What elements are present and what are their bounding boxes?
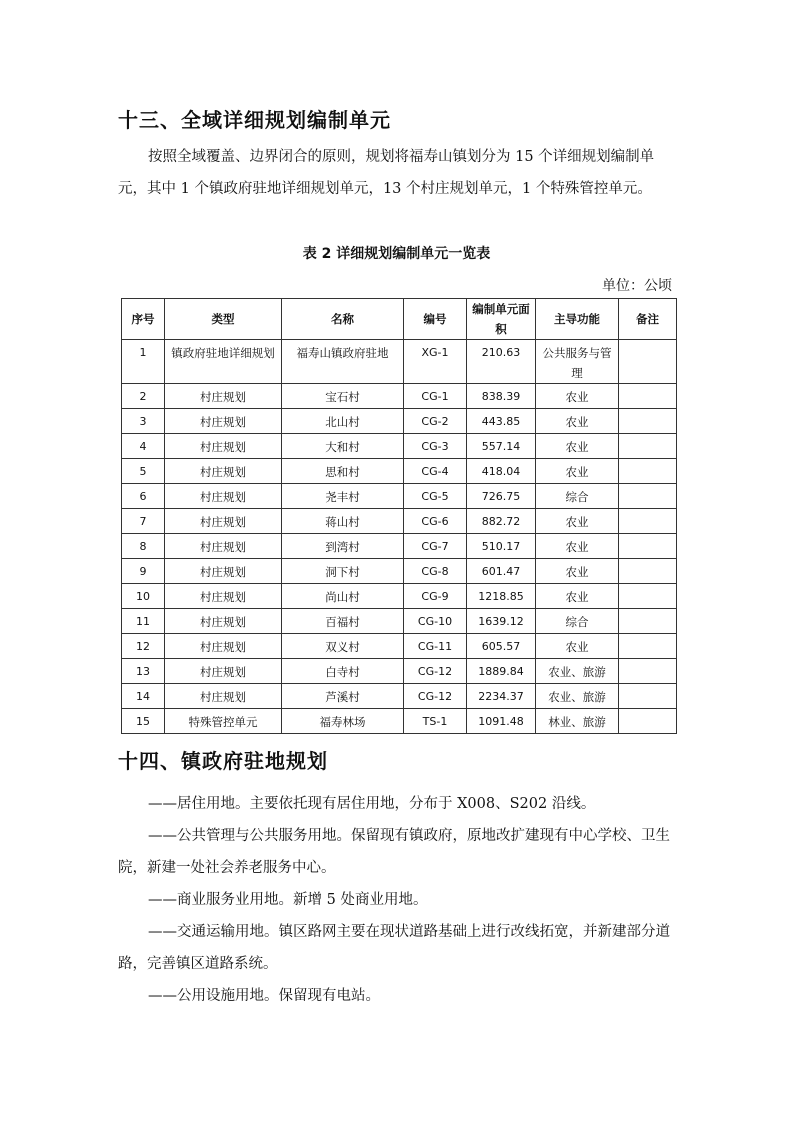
cell-index: 13 <box>122 659 165 684</box>
cell-type: 镇政府驻地详细规划 <box>165 340 282 384</box>
header-type: 类型 <box>165 299 282 340</box>
cell-area: 1218.85 <box>467 584 536 609</box>
cell-name: 双义村 <box>282 634 404 659</box>
section-14-item-text: ——公用设施用地。保留现有电站。 <box>148 988 380 1004</box>
planning-units-table <box>121 298 677 734</box>
cell-function: 农业 <box>536 559 619 584</box>
header-area: 编制单元面积 <box>467 299 536 340</box>
cell-code: CG-2 <box>404 409 467 434</box>
cell-name: 芦溪村 <box>282 684 404 709</box>
cell-type: 村庄规划 <box>165 484 282 509</box>
cell-remarks <box>619 459 677 484</box>
section-14-item-text: ——居住用地。主要依托现有居住用地，分布于 X008、S202 沿线。 <box>148 796 596 812</box>
header-name: 名称 <box>282 299 404 340</box>
cell-type: 村庄规划 <box>165 509 282 534</box>
cell-function: 农业、旅游 <box>536 684 619 709</box>
cell-name: 尚山村 <box>282 584 404 609</box>
cell-name: 百福村 <box>282 609 404 634</box>
cell-code: XG-1 <box>404 340 467 384</box>
cell-area: 838.39 <box>467 384 536 409</box>
cell-code: CG-4 <box>404 459 467 484</box>
cell-index: 2 <box>122 384 165 409</box>
cell-area: 601.47 <box>467 559 536 584</box>
cell-remarks <box>619 434 677 459</box>
cell-area: 1889.84 <box>467 659 536 684</box>
table-row <box>122 534 677 559</box>
cell-code: CG-7 <box>404 534 467 559</box>
cell-function: 农业 <box>536 384 619 409</box>
cell-function: 农业、旅游 <box>536 659 619 684</box>
section-14-item-text: ——公共管理与公共服务用地。保留现有镇政府，原地改扩建现有中心学校、卫生院，新建一处社会养老服务中心。 <box>118 828 670 876</box>
table-row <box>122 384 677 409</box>
cell-code: CG-10 <box>404 609 467 634</box>
cell-name: 福寿林场 <box>282 709 404 734</box>
section-14-item-2 <box>118 820 678 884</box>
cell-remarks <box>619 709 677 734</box>
cell-type: 村庄规划 <box>165 659 282 684</box>
cell-remarks <box>619 509 677 534</box>
cell-name: 洞下村 <box>282 559 404 584</box>
cell-function: 农业 <box>536 584 619 609</box>
cell-index: 15 <box>122 709 165 734</box>
cell-function: 农业 <box>536 634 619 659</box>
section-14-item-text: ——交通运输用地。镇区路网主要在现状道路基础上进行改线拓宽，并新建部分道路，完善镇区道路系统。 <box>118 924 670 972</box>
cell-type: 村庄规划 <box>165 409 282 434</box>
cell-name: 思和村 <box>282 459 404 484</box>
cell-index: 5 <box>122 459 165 484</box>
header-code: 编号 <box>404 299 467 340</box>
table-row <box>122 434 677 459</box>
cell-area: 605.57 <box>467 634 536 659</box>
cell-remarks <box>619 484 677 509</box>
cell-area: 418.04 <box>467 459 536 484</box>
table-row <box>122 409 677 434</box>
cell-code: CG-6 <box>404 509 467 534</box>
cell-type: 村庄规划 <box>165 634 282 659</box>
section-14-item-text: ——商业服务业用地。新增 5 处商业用地。 <box>148 892 428 908</box>
section-14-item-5 <box>118 980 678 1012</box>
cell-area: 510.17 <box>467 534 536 559</box>
table-row <box>122 709 677 734</box>
cell-area: 210.63 <box>467 340 536 384</box>
header-remarks: 备注 <box>619 299 677 340</box>
cell-type: 村庄规划 <box>165 609 282 634</box>
table-row <box>122 459 677 484</box>
cell-function: 综合 <box>536 609 619 634</box>
cell-area: 443.85 <box>467 409 536 434</box>
cell-index: 1 <box>122 340 165 384</box>
cell-function: 公共服务与管理 <box>536 340 619 384</box>
cell-area: 2234.37 <box>467 684 536 709</box>
cell-index: 6 <box>122 484 165 509</box>
cell-type: 村庄规划 <box>165 459 282 484</box>
cell-code: TS-1 <box>404 709 467 734</box>
table-row <box>122 634 677 659</box>
cell-type: 村庄规划 <box>165 434 282 459</box>
cell-code: CG-12 <box>404 659 467 684</box>
table-row <box>122 509 677 534</box>
header-function: 主导功能 <box>536 299 619 340</box>
cell-remarks <box>619 409 677 434</box>
cell-type: 村庄规划 <box>165 584 282 609</box>
cell-name: 北山村 <box>282 409 404 434</box>
cell-name: 蒋山村 <box>282 509 404 534</box>
cell-remarks <box>619 659 677 684</box>
cell-area: 1639.12 <box>467 609 536 634</box>
cell-function: 农业 <box>536 434 619 459</box>
cell-remarks <box>619 340 677 384</box>
cell-index: 11 <box>122 609 165 634</box>
table-row <box>122 684 677 709</box>
cell-function: 农业 <box>536 509 619 534</box>
cell-remarks <box>619 634 677 659</box>
cell-code: CG-9 <box>404 584 467 609</box>
cell-code: CG-11 <box>404 634 467 659</box>
cell-code: CG-8 <box>404 559 467 584</box>
section-14-heading: 十四、镇政府驻地规划 <box>118 749 328 773</box>
cell-function: 农业 <box>536 459 619 484</box>
cell-code: CG-12 <box>404 684 467 709</box>
cell-name: 宝石村 <box>282 384 404 409</box>
section-14-item-1 <box>118 788 678 820</box>
cell-area: 1091.48 <box>467 709 536 734</box>
table-unit: 单位：公顷 <box>602 278 672 294</box>
table-header-row <box>122 299 677 340</box>
cell-type: 特殊管控单元 <box>165 709 282 734</box>
cell-index: 7 <box>122 509 165 534</box>
cell-code: CG-1 <box>404 384 467 409</box>
cell-function: 农业 <box>536 409 619 434</box>
table-row <box>122 484 677 509</box>
section-13-paragraph <box>118 141 678 205</box>
cell-function: 农业 <box>536 534 619 559</box>
cell-index: 3 <box>122 409 165 434</box>
table-row <box>122 659 677 684</box>
header-index: 序号 <box>122 299 165 340</box>
cell-name: 到湾村 <box>282 534 404 559</box>
cell-name: 福寿山镇政府驻地 <box>282 340 404 384</box>
cell-name: 大和村 <box>282 434 404 459</box>
cell-index: 9 <box>122 559 165 584</box>
section-13-heading: 十三、全域详细规划编制单元 <box>118 108 391 132</box>
cell-function: 综合 <box>536 484 619 509</box>
cell-remarks <box>619 584 677 609</box>
section-14-item-4 <box>118 916 678 980</box>
cell-index: 10 <box>122 584 165 609</box>
cell-remarks <box>619 684 677 709</box>
section-14-item-3 <box>118 884 678 916</box>
table-caption: 表 2 详细规划编制单元一览表 <box>302 246 491 262</box>
cell-remarks <box>619 609 677 634</box>
table-row <box>122 609 677 634</box>
cell-area: 882.72 <box>467 509 536 534</box>
cell-index: 4 <box>122 434 165 459</box>
cell-remarks <box>619 534 677 559</box>
cell-type: 村庄规划 <box>165 684 282 709</box>
table-row <box>122 340 677 384</box>
cell-name: 尧丰村 <box>282 484 404 509</box>
cell-index: 8 <box>122 534 165 559</box>
cell-name: 白寺村 <box>282 659 404 684</box>
cell-type: 村庄规划 <box>165 559 282 584</box>
cell-index: 14 <box>122 684 165 709</box>
cell-area: 557.14 <box>467 434 536 459</box>
cell-code: CG-3 <box>404 434 467 459</box>
cell-area: 726.75 <box>467 484 536 509</box>
table-row <box>122 584 677 609</box>
cell-function: 林业、旅游 <box>536 709 619 734</box>
table-body <box>122 340 677 734</box>
cell-index: 12 <box>122 634 165 659</box>
table-row <box>122 559 677 584</box>
cell-code: CG-5 <box>404 484 467 509</box>
cell-type: 村庄规划 <box>165 384 282 409</box>
cell-remarks <box>619 559 677 584</box>
section-13-text: 按照全域覆盖、边界闭合的原则，规划将福寿山镇划分为 15 个详细规划编制单元，其中 1 个镇政府驻地详细规划单元，13 个村庄规划单元，1 个特殊管控单元。 <box>118 149 655 197</box>
cell-type: 村庄规划 <box>165 534 282 559</box>
cell-remarks <box>619 384 677 409</box>
